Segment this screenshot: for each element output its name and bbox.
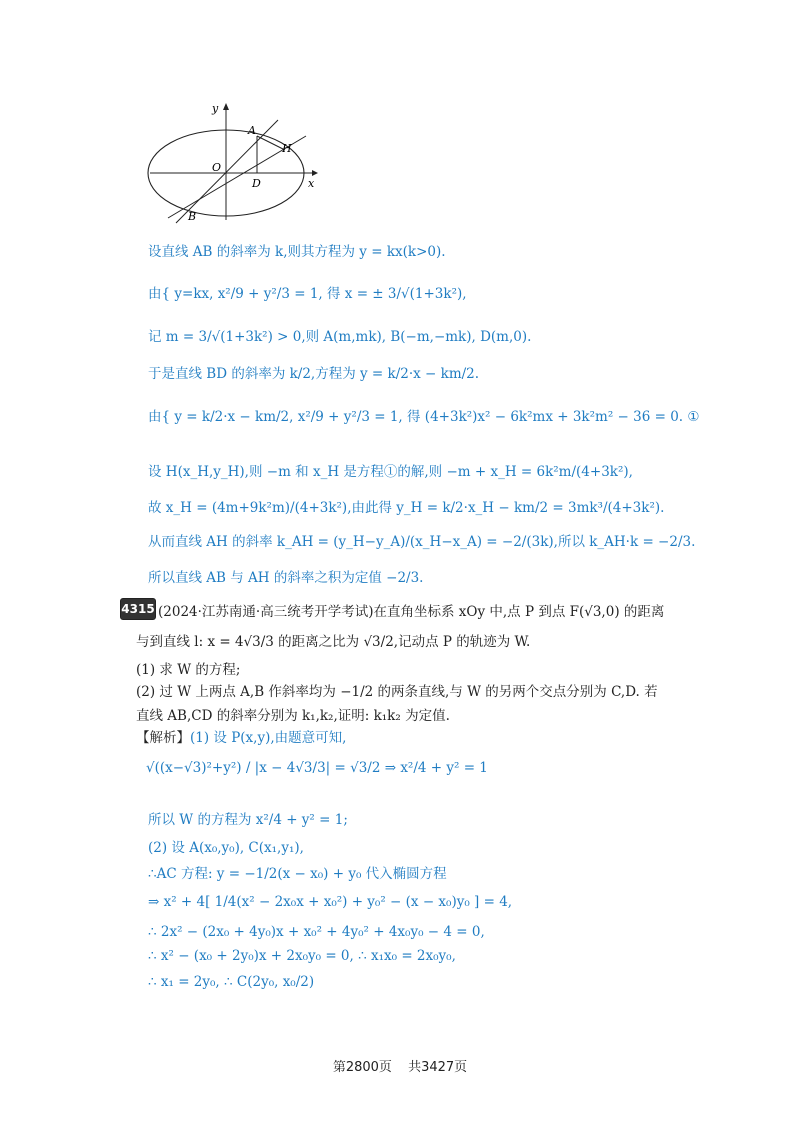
page-total: 共3427页 xyxy=(408,1060,468,1075)
question-2-line-1: (2) 过 W 上两点 A,B 作斜率均为 −1/2 的两条直线,与 W 的另两个交点分别为 C,D. 若 xyxy=(136,684,658,700)
x-axis-arrow xyxy=(312,170,318,176)
analysis-tag: 【解析】 xyxy=(136,730,190,746)
analysis-line-8: ∴ x² − (x₀ + 2y₀)x + 2x₀y₀ = 0, ∴ x₁x₀ = 2x₀y₀, xyxy=(148,948,456,964)
question-1: (1) 求 W 的方程; xyxy=(136,662,241,678)
solution-line-6: 设 H(x_H,y_H),则 −m 和 x_H 是方程①的解,则 −m + x_H = 6k²m/(4+3k²), xyxy=(148,464,633,480)
y-axis-arrow xyxy=(223,103,229,110)
analysis-line-2: √((x−√3)²+y²) / |x − 4√3/3| = √3/2 ⇒ x²/4 + y² = 1 xyxy=(146,760,488,776)
analysis-line-5: ∴AC 方程: y = −1/2(x − x₀) + y₀ 代入椭圆方程 xyxy=(148,866,447,882)
label-y: y xyxy=(212,102,219,115)
question-2-line-2: 直线 AB,CD 的斜率分别为 k₁,k₂,证明: k₁k₂ 为定值. xyxy=(136,708,450,724)
label-x: x xyxy=(308,177,315,190)
problem-line-2: 与到直线 l: x = 4√3/3 的距离之比为 √3/2,记动点 P 的轨迹为 W. xyxy=(136,634,531,650)
solution-line-7: 故 x_H = (4m+9k²m)/(4+3k²),由此得 y_H = k/2·x_H − km/2 = 3mk³/(4+3k²). xyxy=(148,500,665,516)
problem-line-1: (2024·江苏南通·高三统考开学考试)在直角坐标系 xOy 中,点 P 到点 F(√3,0) 的距离 xyxy=(158,604,665,620)
analysis-line-6: ⇒ x² + 4[ 1/4(x² − 2x₀x + x₀²) + y₀² − (x − x₀)y₀ ] = 4, xyxy=(148,894,513,910)
solution-line-8: 从而直线 AH 的斜率 k_AH = (y_H−y_A)/(x_H−x_A) = −2/(3k),所以 k_AH·k = −2/3. xyxy=(148,534,696,550)
analysis-line-3: 所以 W 的方程为 x²/4 + y² = 1; xyxy=(148,812,348,828)
solution-line-2: 由{ y=kx, x²/9 + y²/3 = 1, 得 x = ± 3/√(1+3k²), xyxy=(148,286,467,302)
solution-line-5: 由{ y = k/2·x − km/2, x²/9 + y²/3 = 1, 得 (4+3k²)x² − 6k²mx + 3k²m² − 36 = 0. ① xyxy=(148,409,700,425)
analysis-line-4: (2) 设 A(x₀,y₀), C(x₁,y₁), xyxy=(148,840,304,856)
ellipse-figure xyxy=(140,98,330,228)
analysis-heading xyxy=(136,726,346,746)
solution-line-9: 所以直线 AB 与 AH 的斜率之积为定值 −2/3. xyxy=(148,570,424,586)
analysis-line-1: (1) 设 P(x,y),由题意可知, xyxy=(190,730,347,746)
label-d: D xyxy=(252,177,261,190)
solution-line-4: 于是直线 BD 的斜率为 k/2,方程为 y = k/2·x − km/2. xyxy=(148,366,480,382)
page-number: 第2800页 xyxy=(332,1060,392,1075)
page-footer xyxy=(0,1056,800,1075)
solution-line-1: 设直线 AB 的斜率为 k,则其方程为 y = kx(k>0). xyxy=(148,244,446,260)
label-a: A xyxy=(248,124,256,137)
analysis-line-9: ∴ x₁ = 2y₀, ∴ C(2y₀, x₀/2) xyxy=(148,974,315,990)
problem-number-badge: 4315 xyxy=(120,598,156,620)
line-ab xyxy=(176,120,278,223)
label-h: H xyxy=(282,142,292,155)
solution-line-3: 记 m = 3/√(1+3k²) > 0,则 A(m,mk), B(−m,−mk), D(m,0). xyxy=(148,329,532,345)
label-o: O xyxy=(212,161,222,174)
label-b: B xyxy=(188,210,197,223)
analysis-line-7: ∴ 2x² − (2x₀ + 4y₀)x + x₀² + 4y₀² + 4x₀y₀ − 4 = 0, xyxy=(148,924,485,940)
